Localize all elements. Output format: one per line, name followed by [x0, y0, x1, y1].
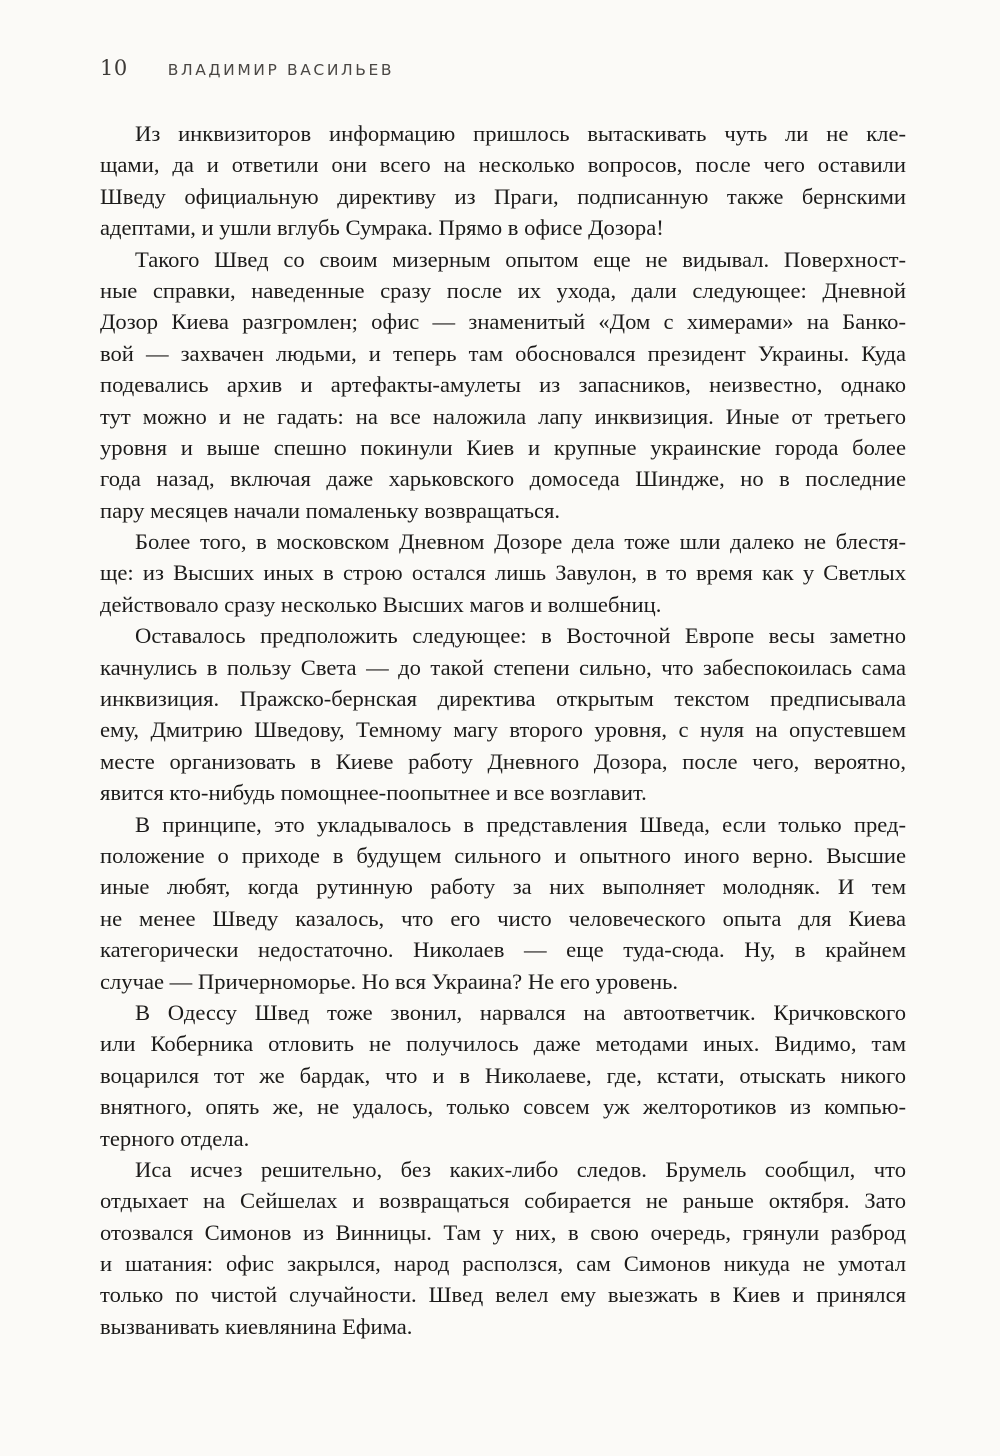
page-header — [100, 56, 394, 92]
text-line: иные любят, когда рутинную работу за них выполняет молодняк. И тем — [100, 874, 906, 900]
text-line: ще: из Высших иных в строю остался лишь Завулон, в то время как у Светлых — [100, 560, 906, 586]
text-line: и шатания: офис закрылся, народ расползся, сам Симонов никуда не умотал — [100, 1251, 906, 1277]
text-line: подевались архив и артефакты-амулеты из запасников, неизвестно, однако — [100, 372, 906, 398]
text-line: В Одессу Швед тоже звонил, нарвался на автоответчик. Кричковского — [135, 999, 906, 1025]
text-line: Шведу официальную директиву из Праги, подписанную также бернскими — [100, 183, 906, 209]
paragraph — [100, 997, 906, 1154]
text-line: терного отдела. — [100, 1125, 250, 1151]
text-line: внятного, опять же, не удалось, только совсем уж желторотиков из компью- — [100, 1094, 906, 1120]
body-text — [100, 118, 906, 1342]
text-line: месте организовать в Киеве работу Дневного Дозора, после чего, вероятно, — [100, 748, 906, 774]
text-line: пару месяцев начали помаленьку возвращаться. — [100, 497, 561, 523]
paragraph — [100, 118, 906, 244]
text-line: года назад, включая даже харьковского домоседа Шиндже, но в последние — [100, 466, 906, 492]
text-line: положение о приходе в будущем сильного и опытного иного верно. Высшие — [100, 842, 906, 868]
text-line: Иса исчез решительно, без каких-либо следов. Брумель сообщил, что — [135, 1156, 906, 1182]
text-line: явится кто-нибудь помощнее-поопытнее и все возглавит. — [100, 780, 647, 806]
text-line: В принципе, это укладывалось в представления Шведа, если только пред- — [135, 811, 906, 837]
paragraph — [100, 1154, 906, 1342]
text-line: адептами, и ушли вглубь Сумрака. Прямо в офисе Дозора! — [100, 215, 664, 241]
text-line: щами, да и ответили они всего на несколько вопросов, после чего оставили — [100, 152, 906, 178]
text-line: или Коберника отловить не получилось даже методами иных. Видимо, там — [100, 1031, 906, 1057]
text-line: ему, Дмитрию Шведову, Темному магу второго уровня, с нуля на опустевшем — [100, 717, 906, 743]
text-line: инквизиция. Пражско-бернская директива открытым текстом предписывала — [100, 686, 906, 712]
text-line: Дозор Киева разгромлен; офис — знаменитый «Дом с химерами» на Банко- — [100, 309, 906, 335]
text-line: отозвался Симонов из Винницы. Там у них, в свою очередь, грянули разброд — [100, 1219, 906, 1245]
text-line: воцарился тот же бардак, что и в Николаеве, где, кстати, отыскать никого — [100, 1062, 906, 1088]
text-line: Из инквизиторов информацию пришлось вытаскивать чуть ли не кле- — [135, 121, 906, 146]
page-number: 10 — [100, 56, 128, 80]
text-line: тут можно и не гадать: на все наложила лапу инквизиция. Иные от третьего — [100, 403, 906, 429]
text-line: действовало сразу несколько Высших магов и волшебниц. — [100, 591, 662, 617]
paragraph — [100, 620, 906, 808]
text-line: вой — захвачен людьми, и теперь там обосновался президент Украины. Куда — [100, 340, 906, 366]
text-line: Оставалось предположить следующее: в Восточной Европе весы заметно — [135, 623, 906, 649]
text-line: Такого Швед со своим мизерным опытом еще не видывал. Поверхност- — [135, 246, 906, 272]
paragraph — [100, 244, 906, 527]
text-line: случае — Причерноморье. Но вся Украина? Не его уровень. — [100, 968, 679, 994]
text-line: Более того, в московском Дневном Дозоре дела тоже шли далеко не блестя- — [135, 529, 906, 555]
text-line: только по чистой случайности. Швед велел ему выезжать в Киев и принялся — [100, 1282, 906, 1308]
text-line: ные справки, наведенные сразу после их ухода, дали следующее: Дневной — [100, 277, 906, 303]
text-line: не менее Шведу казалось, что его чисто человеческого опыта для Киева — [100, 905, 906, 931]
text-line: категорически недостаточно. Николаев — еще туда-сюда. Ну, в крайнем — [100, 937, 906, 963]
paragraph — [100, 526, 906, 620]
text-line: отдыхает на Сейшелах и возвращаться собирается не раньше октября. Зато — [100, 1188, 906, 1214]
text-line: уровня и выше спешно покинули Киев и крупные украинские города более — [100, 434, 906, 460]
running-head-author: ВЛАДИМИР ВАСИЛЬЕВ — [167, 61, 395, 79]
text-line: качнулись в пользу Света — до такой степени сильно, что забеспокоилась сама — [100, 654, 906, 680]
paragraph — [100, 809, 906, 997]
text-line: вызванивать киевлянина Ефима. — [100, 1313, 413, 1339]
